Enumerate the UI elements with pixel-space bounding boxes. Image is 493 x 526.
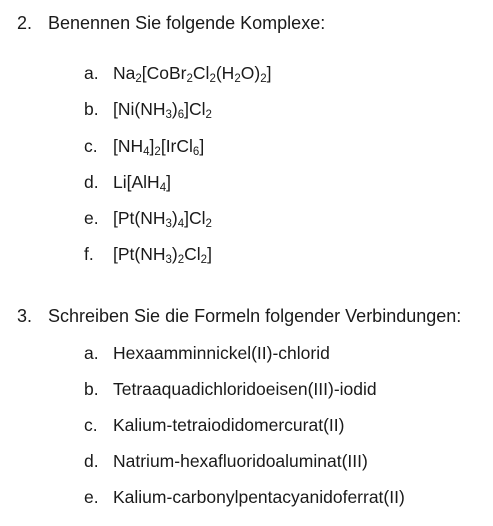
item-letter: f. [84, 244, 94, 264]
question-3-number: 3. [17, 306, 33, 326]
formula-text: Cl [192, 63, 210, 83]
item-letter: c. [84, 415, 98, 435]
item-letter: a. [84, 63, 99, 83]
complex-formula [113, 244, 212, 264]
compound-name: Kalium-carbonylpentacyanidoferrat(II) [113, 487, 405, 507]
item-letter: b. [84, 379, 99, 399]
compound-name: Natrium-hexafluoridoaluminat(III) [113, 451, 368, 471]
formula-text: [CoBr [141, 63, 187, 83]
list-item [84, 98, 212, 120]
formula-subscript: 3 [165, 254, 172, 266]
formula-subscript: 6 [177, 109, 185, 121]
list-item [84, 135, 204, 157]
complex-formula [113, 99, 212, 119]
list-item [84, 486, 405, 508]
formula-text: ]Cl [184, 208, 206, 228]
list-item [84, 171, 171, 193]
formula-text: [Pt(NH [113, 208, 166, 228]
formula-subscript: 4 [143, 146, 150, 158]
formula-text: ] [207, 244, 212, 264]
formula-text: ) [171, 208, 178, 228]
question-2-prompt: Benennen Sie folgende Komplexe: [48, 13, 326, 33]
formula-subscript: 2 [209, 73, 216, 85]
complex-formula [113, 136, 204, 156]
item-letter: a. [84, 343, 99, 363]
formula-subscript: 2 [205, 109, 212, 121]
formula-subscript: 2 [177, 254, 185, 266]
formula-text: ) [171, 244, 178, 264]
question-2-number: 2. [17, 13, 33, 33]
compound-name: Tetraaquadichloridoeisen(III)-iodid [113, 379, 377, 399]
formula-text: [IrCl [160, 136, 193, 156]
list-item [84, 207, 212, 229]
formula-text: [NH [113, 136, 144, 156]
formula-subscript: 6 [192, 146, 200, 158]
formula-text: (H [215, 63, 235, 83]
list-item [84, 62, 271, 84]
item-letter: c. [84, 136, 98, 156]
item-letter: e. [84, 208, 99, 228]
formula-subscript: 2 [200, 254, 208, 266]
item-letter: e. [84, 487, 99, 507]
list-item [84, 450, 368, 472]
list-item [84, 243, 212, 265]
formula-text: ]Cl [184, 99, 206, 119]
formula-subscript: 2 [205, 218, 212, 230]
compound-name: Kalium-tetraiodidomercurat(II) [113, 415, 345, 435]
formula-text: ] [166, 172, 171, 192]
question-3-prompt: Schreiben Sie die Formeln folgender Verbindungen: [48, 306, 462, 326]
formula-text: ] [149, 136, 155, 156]
formula-subscript: 2 [186, 73, 193, 85]
formula-subscript: 3 [165, 218, 172, 230]
list-item [84, 414, 344, 436]
formula-subscript: 2 [135, 73, 142, 85]
formula-text: [Ni(NH [113, 99, 166, 119]
formula-subscript: 2 [260, 73, 267, 85]
formula-text: [Pt(NH [113, 244, 166, 264]
formula-subscript: 4 [159, 182, 167, 194]
formula-text: Na [113, 63, 136, 83]
formula-text: Cl [184, 244, 201, 264]
complex-formula [113, 63, 271, 83]
formula-subscript: 2 [154, 146, 161, 158]
complex-formula [113, 172, 171, 192]
compound-name: Hexaamminnickel(II)-chlorid [113, 343, 330, 363]
formula-text: ] [266, 63, 272, 83]
formula-subscript: 3 [165, 109, 172, 121]
item-letter: b. [84, 99, 99, 119]
item-letter: d. [84, 172, 99, 192]
question-2-heading [17, 12, 325, 34]
list-item [84, 342, 330, 364]
item-letter: d. [84, 451, 99, 471]
formula-text: Li[AlH [113, 172, 160, 192]
formula-subscript: 2 [234, 73, 241, 85]
formula-text: ) [171, 99, 178, 119]
complex-formula [113, 208, 212, 228]
question-3-heading [17, 305, 461, 327]
formula-text: ] [199, 136, 205, 156]
formula-subscript: 4 [177, 218, 185, 230]
list-item [84, 378, 377, 400]
formula-text: O) [240, 63, 261, 83]
